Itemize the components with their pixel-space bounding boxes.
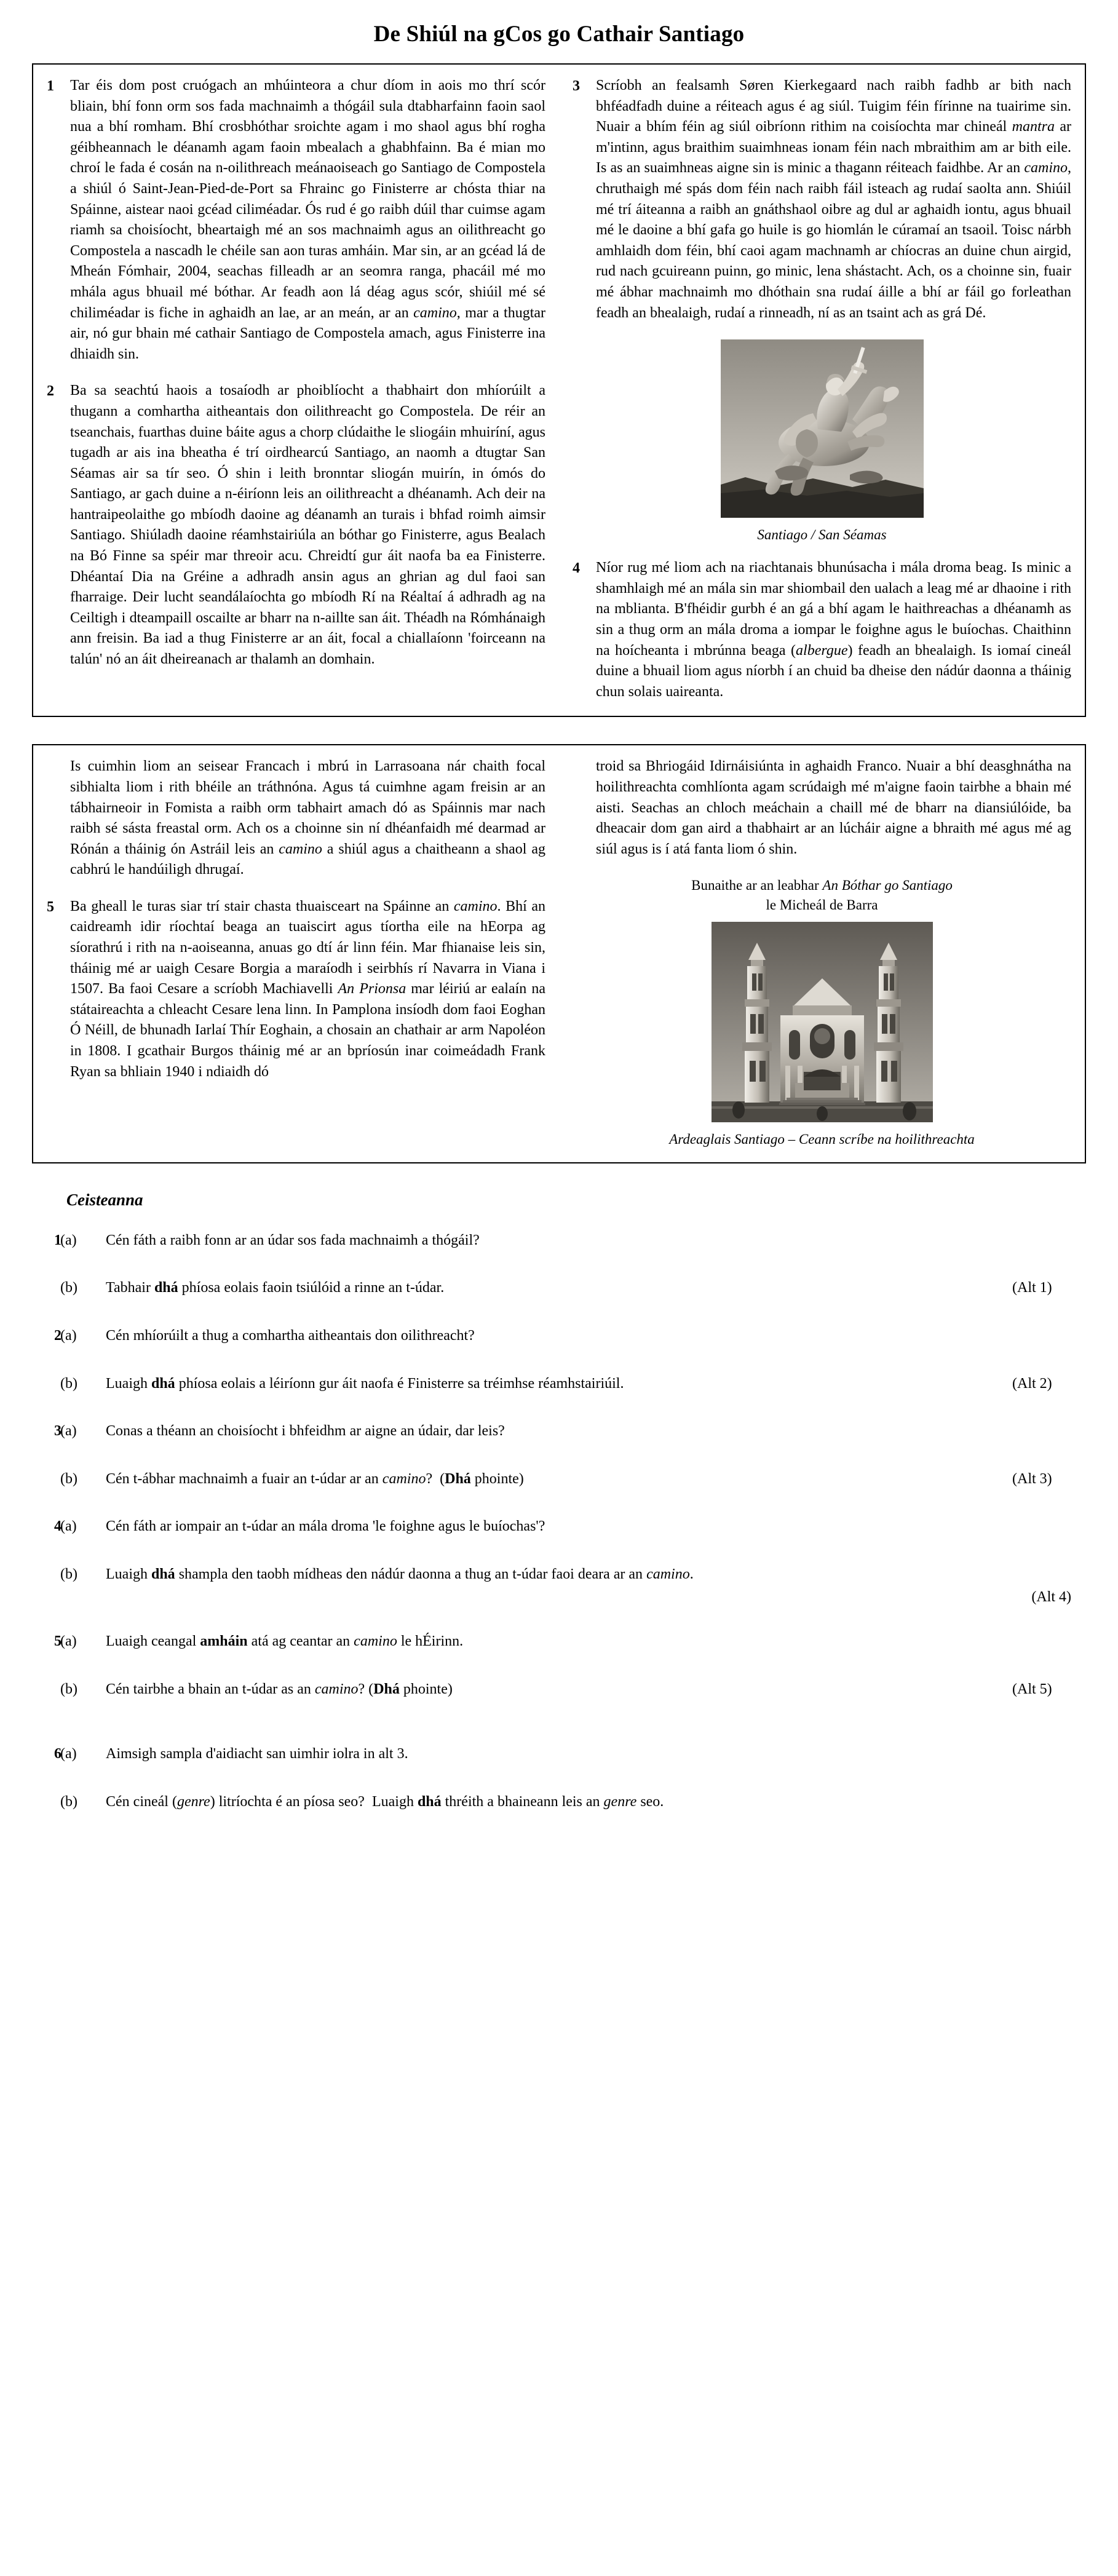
question-part [32,1374,1086,1395]
question-part [32,1278,1086,1299]
paragraph-text [596,558,1071,702]
italic-genre: genre [176,1793,210,1810]
question-part [32,1631,1086,1652]
paragraph [47,76,545,365]
question-part [32,1326,1086,1347]
question-part [32,1231,1086,1251]
spacer [32,1614,1086,1631]
paragraph-text-tail: a shiúl agus a chaitheann a shaol ag cabhrú le handúiligh dhrugaí. [70,841,545,878]
italic-camino: camino [413,304,457,321]
bold-dha: dhá [417,1793,442,1810]
paragraph-text-lead: Is cuimhin liom an seisear Francach i mbrú in Larrasoana nár chaith focal sibhialta liom i rith bhéile an tráthnóna. Agus tá cuimhne agam freisin ar an tábhairneoir in Fomista a raibh orm tabhairt amach dó as Spáinnis mar nach raibh sé sásta freastal orm. Ach os a choinne sin ní dhéanfaidh mé dearmad ar Rónán a tháinig ón Astráil leis an [70,758,545,857]
santiago-cathedral-image [712,922,933,1122]
question-number: 6 [54,1746,61,1762]
question-part [32,1744,1086,1765]
figure-source-note [573,876,1071,915]
paragraph-text-lead: Ba gheall le turas siar trí stair chasta thuaisceart na Spáinne an [70,898,454,914]
italic-camino: camino [279,841,322,857]
question-letter: (b) [60,1793,77,1810]
statue-of-santiago-image [721,339,924,518]
question-letter: (a) [60,1518,77,1535]
paragraph-text-lead: Scríobh an fealsamh Søren Kierkegaard nach raibh fadhb ar bith nach bhféadfadh duine a réiteach agus é ag siúl. Tuigim féin fírinne na tuairime sin. Nuair a bhím féin ag siúl oibríonn rithim na coisíochta mar chineál [596,77,1071,135]
paragraph-text-tail: mar léiriú ar ealaín na státaireachta a chleacht Cesare lena linn. In Pamplona insíodh dom faoi Eoghan Ó Néill, de bhunadh Iarlaí Thír Eoghain, a chosain an chathair ar arm Napoléon in 1808. I gcathair Burgos tháinig mé ar an bpríosún inar coimeádadh Frank Ryan sa bhliain 1940 i ndiaidh dó [70,981,545,1080]
question-alt-ref: (Alt 4) [1031,1589,1071,1606]
figure-source-line-1: Bunaithe ar an leabhar An Bóthar go Santiago [691,878,953,894]
question-part [32,1516,1086,1537]
question-text: Aimsigh sampla d'aidiacht san uimhir iolra in alt 3. [106,1746,408,1762]
questions-list [32,1231,1086,1813]
question-group-2 [32,1326,1086,1394]
passage-two-right-column [573,756,1071,1148]
question-alt-ref: (Alt 1) [1012,1280,1052,1296]
figure-santiago-statue [573,339,1071,544]
italic-camino: camino [354,1633,397,1650]
question-group-4 [32,1516,1086,1608]
paragraph-text [70,76,545,365]
paragraph [47,381,545,670]
question-letter: (a) [60,1423,77,1440]
italic-mantra: mantra [1012,119,1055,135]
passage-one-columns [47,76,1071,702]
question-group-6 [32,1744,1086,1812]
question-letter: (a) [60,1633,77,1650]
italic-camino: camino [453,898,498,914]
bold-dha: Dhá [445,1470,471,1487]
bold-dha: dhá [154,1280,178,1296]
italic-an-prionsa: An Prionsa [338,981,406,997]
paragraph-text-lead: Tar éis dom post cruógach an mhúinteora a chur díom in aois mo thrí scór bliain, bhí fonn orm sos fada machnaimh a thógáil sula dtabharfainn faoin saol nua a bhí romham. Bhí crosbhóthar sroichte agam i mo shaol agus bhí rogha géibheannach le déanamh agam faoin mbealach a ghabhfainn. Ba é mian mo chroí le fada é cosán na n-oilithreach meánaoiseach go Santiago de Compostela a shiúl ó Saint-Jean-Pied-de-Port sa Fhrainc go Finisterre ar chósta thiar na Spáinne, aistear naoi gcéad ciliméadar. Ós rud é go raibh dúil thar cuimse agam riamh sa choisíocht, bheartaigh mé an sos machnaimh agus an oilithreacht go Compostela a nascadh le chéile san aon turas amháin. Mar sin, ar an gcéad lá de Mheán Fómhair, 2004, seachas filleadh ar an seomra ranga, phacáil mé mo mhála agus bhuail mé bóthar. Ar feadh aon lá déag agus scór, shiúil mé sé chiliméadar is fiche in aghaidh an lae, ar an meán, ar an [70,77,545,321]
paragraph [573,558,1071,702]
italic-camino: camino [314,1681,359,1697]
paragraph-text-lead: Níor rug mé liom ach na riachtanais bhunúsacha i mála droma beag. Is minic a shamhlaigh mé an mála sin mar shiombail den ualach a leag mé ar dhaoine i rith na mblianta. B'fhéidir gurbh é an gá a bhí agam le haithreachas a dhéanamh as sin a thug orm an mála droma a iompar le foighne agus le buíochas. Chaithinn na hoícheanta i mbrúnna beaga ( [596,560,1071,659]
paragraph-number: 4 [573,560,580,577]
question-part [32,1679,1086,1700]
bold-dha: Dhá [373,1681,400,1697]
passage-one-left-column [47,76,545,670]
questions-heading: Ceisteanna [66,1190,143,1209]
question-number: 2 [54,1327,61,1344]
italic-camino: camino [1024,160,1068,176]
question-part [32,1792,1086,1813]
question-text-wrapper [106,1564,1086,1608]
paragraph-number: 2 [47,383,54,400]
question-part [32,1421,1086,1442]
question-text: Luaigh dhá phíosa eolais a léiríonn gur áit naofa é Finisterre sa tréimhse réamhstairiúil. [106,1375,624,1392]
question-number: 5 [54,1633,61,1650]
question-text: Tabhair dhá phíosa eolais faoin tsiúlóid a rinne an t-údar. [106,1280,445,1296]
italic-genre: genre [603,1793,637,1810]
paragraph-text [596,76,1071,323]
italic-albergue: albergue [796,642,848,659]
question-group-1 [32,1231,1086,1299]
passage-two-left-column [47,756,545,1082]
paragraph-number: 1 [47,78,54,94]
paragraph-text-mid-1: . Bhí an caidreamh idir ríochtaí beaga an tuaiscirt agus tíortha eile na hEorpa ag síorathrú i rith na n-aoiseanna, anuas go dtí ár linn féin. Mar fhianaise leis sin, tháinig mé ar uaigh Cesare Borgia a maraíodh i seirbhís rí Navarra in Viana i 1507. Ba faoi Cesare a scríobh Machiavelli [70,898,546,997]
paragraph-text-tail: , mar a thugtar air, nó gur bhain mé cathair Santiago de Compostela amach, agus Finisterre ina dhiaidh sin. [70,304,546,362]
page-title: De Shiúl na gCos go Cathair Santiago [373,22,745,47]
paragraph-text [70,897,545,1082]
question-number: 1 [54,1232,61,1248]
italic-book-title: An Bóthar go Santiago [822,878,953,894]
question-text: Cén fáth ar iompair an t-údar an mála droma 'le foighne agus le buíochas'? [106,1518,545,1535]
question-letter: (a) [60,1746,77,1762]
question-text: Luaigh dhá shampla den taobh mídheas den nádúr daonna a thug an t-údar faoi deara ar an camino. [106,1566,694,1582]
question-number: 3 [54,1423,61,1440]
question-letter: (b) [60,1566,77,1582]
question-part [32,1469,1086,1490]
question-number: 4 [54,1518,61,1535]
italic-camino: camino [646,1566,690,1582]
paragraph [573,756,1071,860]
question-letter: (b) [60,1280,77,1296]
question-letter: (b) [60,1681,77,1697]
paragraph [47,897,545,1082]
paragraph-text-tail: ) feadh an bhealaigh. Is iomaí cineál duine a bhuail liom agus níorbh í an chuid ba dheise den nádúr daonna a tháinig chun solais uaireanta. [596,642,1072,700]
question-text: Cén mhíorúilt a thug a comhartha aitheantais don oilithreacht? [106,1327,475,1344]
figure-caption: Ardeaglais Santiago – Ceann scríbe na hoilithreachta [669,1131,975,1147]
paragraph-text-tail: , chruthaigh mé spás dom féin nach raibh fáil isteach ag rudaí saolta ann. Shiúil mé trí áiteanna a raibh an gnáthshaol oibre ag dul ar aghaidh iontu, agus bhuail mé le daoine a bhí gafa go huile is go hiomlán le cúramaí an tsaoil. Toisc nárbh amhlaidh dom féin, bhí caoi agam machnamh ar chíocras an duine chun airgid, rud nach gcuireann puinn, go minic, lena shástacht. Ach, os a choinne sin, fuair mé ábhar machnaimh mo dhóthain sna rudaí áille a bhí ar fáil go forleathan feadh an bhealaigh, rudaí a rinneadh, ní as an tsaint ach as grá Dé. [596,160,1071,321]
passage-box-one [32,63,1086,717]
question-text: Cén fáth a raibh fonn ar an údar sos fada machnaimh a thógáil? [106,1232,480,1248]
question-alt-ref: (Alt 3) [1012,1470,1052,1487]
bold-amhain: amháin [200,1633,248,1650]
question-text: Cén t-ábhar machnaimh a fuair an t-údar ar an camino? (Dhá phointe) [106,1470,524,1487]
question-text: Cén tairbhe a bhain an t-údar as an camino? (Dhá phointe) [106,1681,453,1697]
question-alt-ref: (Alt 2) [1012,1375,1052,1392]
question-letter: (b) [60,1375,77,1392]
bold-dha: dhá [151,1566,175,1582]
paragraph-text [70,756,545,881]
paragraph-text: Ba sa seachtú haois a tosaíodh ar phoiblíocht a thabhairt don mhíorúilt a thugann a comhartha aitheantais don oilithreacht go Compostela. De réir an tseanchais, fuarthas duine báite agus a chorp clúdaithe le sliogáin mhuiríní, agus tugadh ar ais ina bheatha é trí oirdhearcú Santiago, an naomh a dtugtar San Séamas air sa tír seo. Ó shin i leith bronntar sliogán muirín, in ómós do Santiago, ar gach duine a n-éiríonn leis an oilithreacht a dhéanamh. Ach deir na hantraipeolaithe go mbíodh daoine ag déanamh an turais i bhfad roimh aimsir Santiago. Shiúladh daoine réamhstairiúla an bóthar go Finisterre, agus Bealach na Bó Finne sa spéir mar threoir acu. Chreidtí gur áit naofa ba ea Finisterre. Dhéantaí Dia na Gréine a adhradh ansin agus an ghrian ag dul faoi san fharraige. Deir lucht seandálaíochta go mbíodh Rí na Réaltaí á adhradh ag na Ceiltigh i dteampaill oscailte ar bharr na n-aillte san áit. Théadh na Rómhánaigh ann freisin. Ba iad a thug Finisterre ar an áit, focal a chiallaíonn 'foirceann na talún' nó an áit dheireanach ar thalamh an domhain. [70,382,545,668]
figure-santiago-cathedral [573,922,1071,1149]
paragraph-text-mid: ar m'intinn, agus braithim suaimhneas ionam féin nach mbraithim am ar bith eile. Is as an suaimhneas aigne sin is minic a thagann réiteach faidhbe. Ar an [596,119,1071,176]
question-group-3 [32,1421,1086,1489]
question-part [32,1564,1086,1608]
passage-one-right-column [573,76,1071,702]
question-letter: (b) [60,1470,77,1487]
question-letter: (a) [60,1327,77,1344]
passage-box-two [32,744,1086,1163]
question-text: Luaigh ceangal amháin atá ag ceantar an camino le hÉirinn. [106,1633,464,1650]
bold-dha: dhá [151,1375,175,1392]
italic-camino: camino [382,1470,426,1487]
paragraph-number: 3 [573,78,580,94]
question-letter: (a) [60,1232,77,1248]
paragraph-number [573,756,596,757]
paragraph [47,756,545,881]
paragraph-text: troid sa Bhriogáid Idirnáisiúnta in aghaidh Franco. Nuair a bhí deasghnátha na hoilithreachta comhlíonta agam scrúdaigh mé m'aigne faoin tairbhe a bhain mé aisti. Seachas an chloch meáchain a chaill mé de bharr na diansiúlóide, ba dheacair dom gan aird a thabhairt ar an lúcháir aigne a bhraith mé agus mé ag siúl agus is í atá fanta liom ó shin. [596,758,1071,857]
paragraph-number [47,756,70,757]
paragraph-number: 5 [47,898,54,915]
question-alt-ref: (Alt 5) [1012,1681,1052,1697]
figure-caption: Santiago / San Séamas [757,527,887,543]
figure-source-line-2: le Micheál de Barra [766,897,878,913]
passage-two-columns [47,756,1071,1148]
question-group-5 [32,1631,1086,1700]
question-text: Conas a théann an choisíocht i bhfeidhm ar aigne an údair, dar leis? [106,1423,505,1440]
paragraph [573,76,1071,323]
question-text: Cén cineál (genre) litríochta é an píosa seo? Luaigh dhá thréith a bhaineann leis an genre seo. [106,1793,664,1810]
spacer [32,1727,1086,1744]
